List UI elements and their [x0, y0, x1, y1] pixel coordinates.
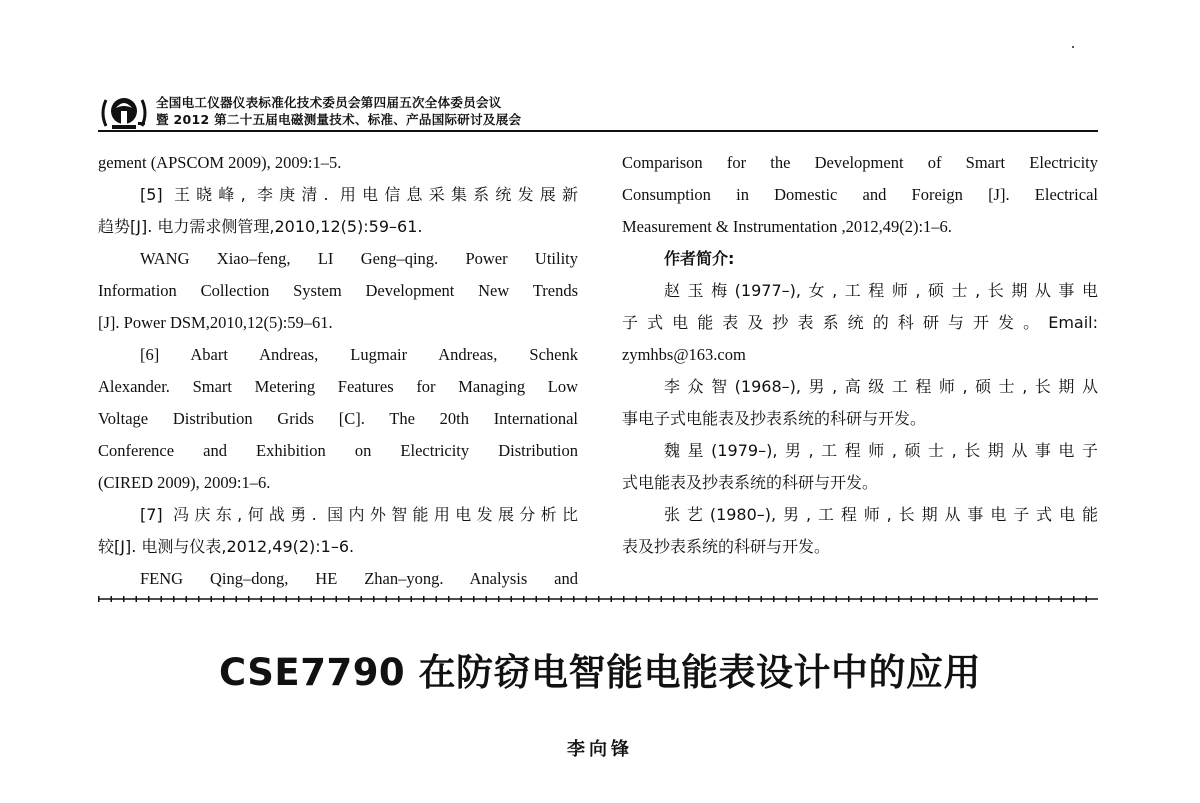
author-bio-line: 式电能表及抄表系统的科研与开发。: [622, 473, 879, 492]
article-title: CSE7790 在防窃电智能电能表设计中的应用: [218, 651, 982, 694]
article-author: 李向锋: [567, 739, 633, 760]
author-bio-line: 事电子式电能表及抄表系统的科研与开发。: [622, 409, 927, 428]
ref-text-line: Information Collection System Development New Trends: [98, 281, 578, 300]
ref-text-line: 较[J]. 电测与仪表,2012,49(2):1–6.: [98, 537, 355, 556]
ref-text-line: gement (APSCOM 2009), 2009:1–5.: [98, 153, 342, 172]
ref-text-line: 趋势[J]. 电力需求侧管理,2010,12(5):59–61.: [98, 217, 423, 236]
author-bio-line: 李众智(1968–),男,高级工程师,硕士,长期从: [664, 377, 1098, 396]
header-line-1: 全国电工仪器仪表标准化技术委员会第四届五次全体委员会议: [156, 95, 502, 110]
speck: [1072, 46, 1074, 48]
left-column: [98, 147, 578, 595]
page-header: [98, 92, 1098, 132]
ref-text-line: [7] 冯庆东,何战勇. 国内外智能用电发展分析比: [140, 505, 578, 524]
ref-text-line: FENG Qing–dong, HE Zhan–yong. Analysis and: [140, 569, 578, 588]
ref-text-line: Alexander. Smart Metering Features for Managing Low: [98, 377, 578, 396]
author-bio-line: 表及抄表系统的科研与开发。: [622, 537, 831, 556]
ref-text-line: Conference and Exhibition on Electricity Distribution: [98, 441, 578, 460]
ref-text-line: Measurement & Instrumentation ,2012,49(2):1–6.: [622, 217, 952, 236]
author-bio-heading: 作者简介:: [664, 249, 735, 268]
author-bio-line: 子式电能表及抄表系统的科研与开发。Email:: [622, 313, 1098, 332]
dashed-separator: [98, 594, 1098, 604]
ref-text-line: (CIRED 2009), 2009:1–6.: [98, 473, 271, 492]
ref-text-line: Comparison for the Development of Smart Electricity: [622, 153, 1098, 172]
right-column: [622, 147, 1098, 563]
ref-text-line: Voltage Distribution Grids [C]. The 20th International: [98, 409, 578, 428]
cutoff-affiliation-line: [0, 790, 1200, 803]
header-line-2: 暨 2012 第二十五届电磁测量技术、标准、产品国际研讨及展会: [156, 112, 522, 127]
author-bio-line: 赵玉梅(1977–),女,工程师,硕士,长期从事电: [664, 281, 1098, 300]
ref-text-line: [J]. Power DSM,2010,12(5):59–61.: [98, 313, 333, 332]
ref-text-line: [6] Abart Andreas, Lugmair Andreas, Schenk: [140, 345, 578, 364]
header-text: [156, 94, 521, 128]
ref-text-line: Consumption in Domestic and Foreign [J]. Electrical: [622, 185, 1098, 204]
committee-logo-icon: [98, 94, 150, 132]
ref-text-line: WANG Xiao–feng, LI Geng–qing. Power Utility: [140, 249, 578, 268]
author-bio-line: 魏星(1979–),男,工程师,硕士,长期从事电子: [664, 441, 1098, 460]
ref-text-line: [5] 王晓峰, 李庚清. 用电信息采集系统发展新: [140, 185, 578, 204]
author-bio-line: 张艺(1980–),男,工程师,长期从事电子式电能: [664, 505, 1098, 524]
author-email: zymhbs@163.com: [622, 345, 746, 364]
header-rule: [98, 130, 1098, 132]
